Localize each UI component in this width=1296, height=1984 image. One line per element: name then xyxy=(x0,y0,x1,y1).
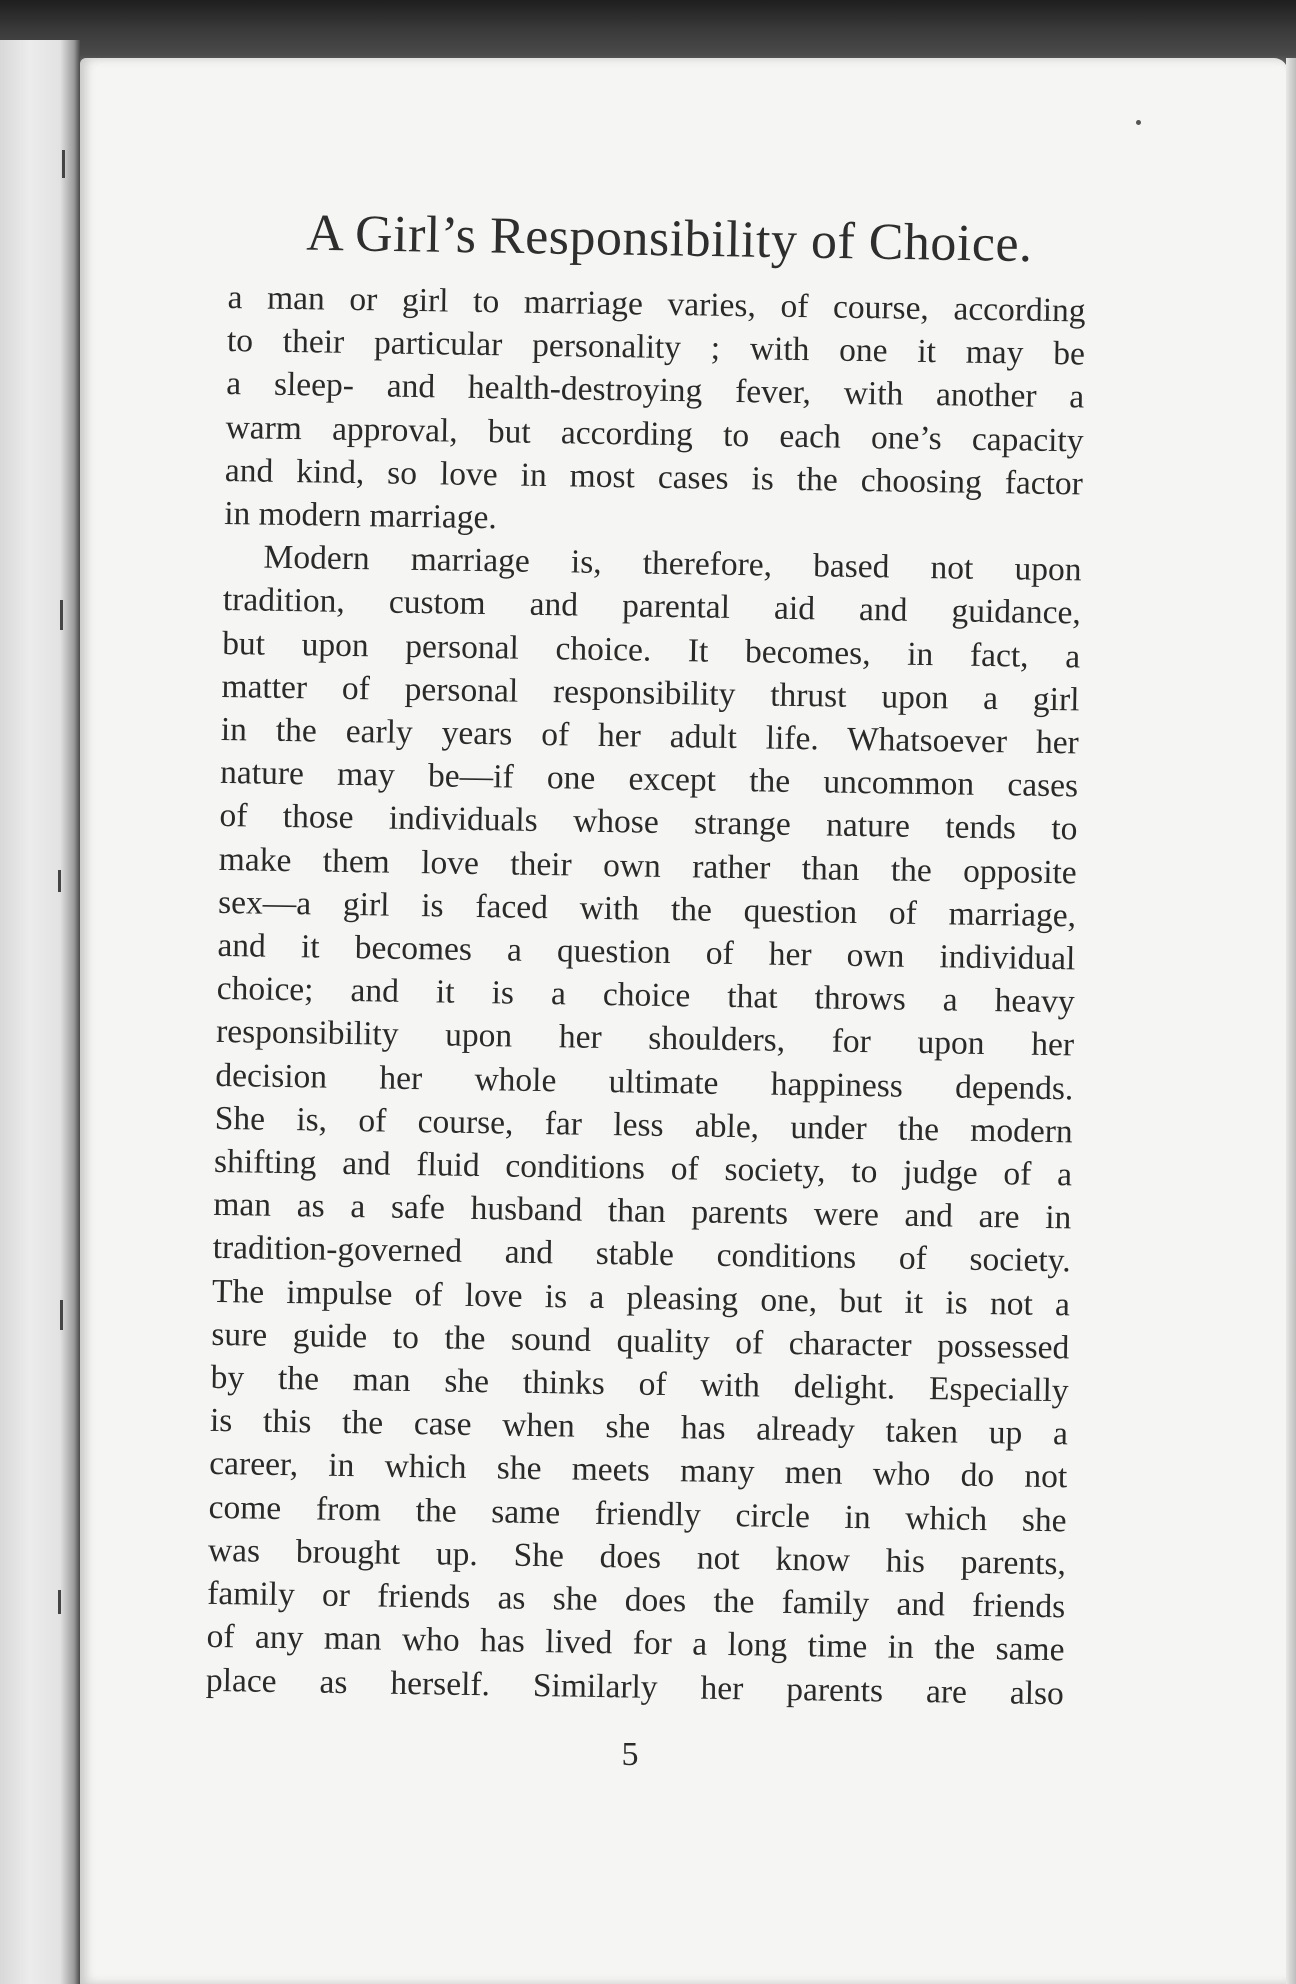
page-edge xyxy=(1286,58,1296,1984)
text-line: and kind, so love in most cases is the choosing factor xyxy=(224,451,1084,503)
text-line: man as a safe husband than parents were and are in xyxy=(213,1186,1072,1237)
gutter-mark xyxy=(58,1590,61,1614)
text-line: of those individuals whose strange nature tends to xyxy=(219,797,1078,848)
gutter-mark xyxy=(62,150,65,178)
text-line: The impulse of love is a pleasing one, but it is not a xyxy=(211,1272,1071,1324)
text-line: decision her whole ultimate happiness depends. xyxy=(215,1056,1074,1108)
text-line: nature may be—if one except the uncommon cases xyxy=(219,754,1079,805)
text-line: by the man she thinks of with delight. Especially xyxy=(210,1358,1069,1410)
text-line: a man or girl to marriage varies, of course, according xyxy=(227,278,1086,330)
text-line: sex—a girl is faced with the question of marriage, xyxy=(217,883,1077,935)
text-line: She is, of course, far less able, under the modern xyxy=(214,1099,1073,1151)
dust-speck xyxy=(1136,120,1141,125)
text-line: sure guide to the sound quality of character possessed xyxy=(211,1315,1070,1367)
text-line: warm approval, but according to each one’s capacity xyxy=(225,408,1084,460)
body-text xyxy=(206,276,1086,1715)
text-line: in the early years of her adult life. Whatsoever her xyxy=(220,710,1080,762)
text-line: tradition, custom and parental aid and guidance, xyxy=(222,581,1082,632)
text-line: come from the same friendly circle in which she xyxy=(208,1488,1067,1540)
text-line: family or friends as she does the family and friends xyxy=(207,1574,1066,1626)
gutter-mark xyxy=(58,870,61,892)
page-number: 5 xyxy=(621,1736,639,1773)
gutter-mark xyxy=(60,600,63,630)
text-line: choice; and it is a choice that throws a heavy xyxy=(216,970,1075,1021)
text-line: career, in which she meets many men who do not xyxy=(209,1445,1068,1496)
text-line: tradition-governed and stable conditions of society. xyxy=(212,1229,1071,1280)
text-line: Modern marriage is, therefore, based not upon xyxy=(263,538,1082,589)
text-line: a sleep- and health-destroying fever, with another a xyxy=(226,365,1085,416)
text-line: in modern marriage. xyxy=(223,494,498,537)
text-line: of any man who has lived for a long time in the same xyxy=(206,1618,1065,1669)
text-line: matter of personal responsibility thrust upon a girl xyxy=(221,667,1080,719)
text-line: responsibility upon her shoulders, for upon her xyxy=(215,1013,1075,1064)
text-line: was brought up. She does not know his parents, xyxy=(207,1531,1067,1583)
text-line: and it becomes a question of her own individual xyxy=(217,926,1076,978)
text-line: make them love their own rather than the opposite xyxy=(218,840,1078,892)
text-line: place as herself. Similarly her parents are also xyxy=(205,1661,1065,1712)
text-line: shifting and fluid conditions of society, to judge of a xyxy=(213,1142,1073,1194)
text-line: but upon personal choice. It becomes, in fact, a xyxy=(221,624,1081,676)
text-line: to their particular personality ; with one it may be xyxy=(226,322,1086,373)
gutter-mark xyxy=(60,1300,63,1330)
text-line: is this the case when she has already taken up a xyxy=(209,1402,1069,1453)
book-binding-gutter xyxy=(0,40,80,1984)
running-head: A Girl’s Responsibility of Choice. xyxy=(305,204,1033,274)
